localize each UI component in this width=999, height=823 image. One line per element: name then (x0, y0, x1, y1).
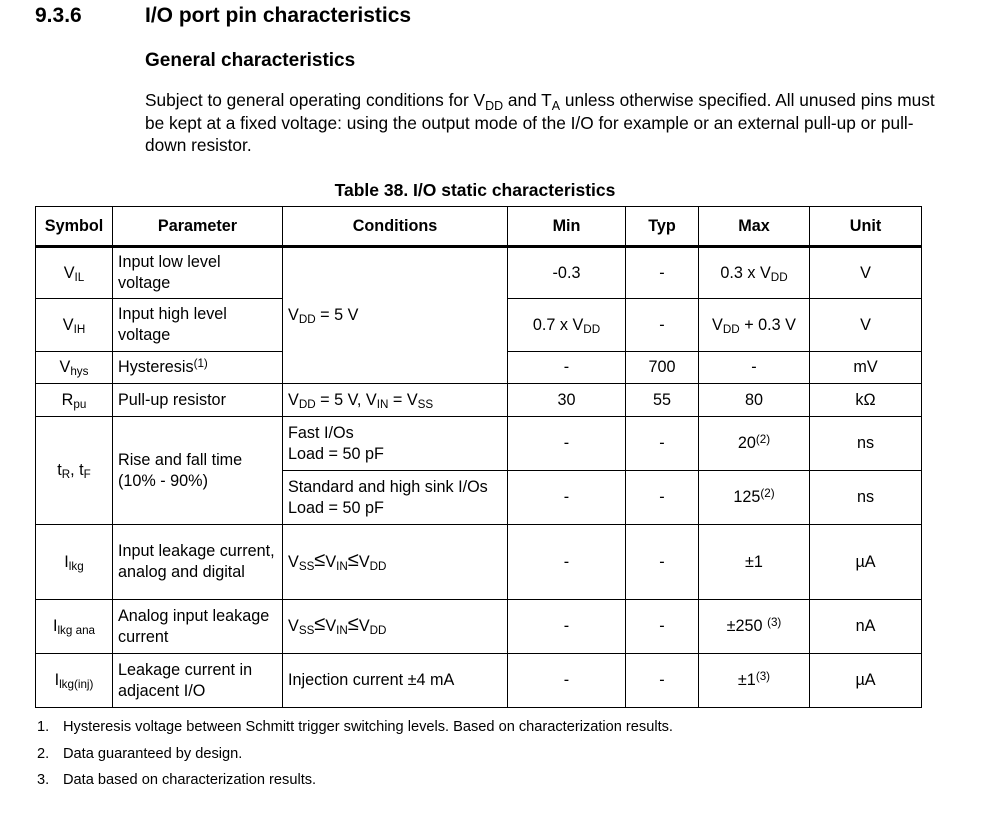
header-max: Max (699, 207, 810, 247)
typ-vil: - (626, 247, 699, 299)
typ-tr-tf-fast: - (626, 417, 699, 471)
parameter-vih: Input high level voltage (113, 299, 283, 352)
min-rpu: 30 (508, 384, 626, 417)
min-vih: 0.7 x $V_{DD}$ (508, 299, 626, 352)
section-number: 9.3.6 (35, 4, 82, 27)
footnote-2: 2. Data guaranteed by design. (37, 745, 243, 762)
table-row (36, 525, 922, 600)
footnote-1: 1. Hysteresis voltage between Schmitt trigger switching levels. Based on characterization results. (37, 719, 673, 736)
symbol-ilkg-inj: $I_{lkg(inj)}$ (36, 654, 113, 708)
table-row (36, 654, 922, 708)
parameter-ilkg: Input leakage current, analog and digital (113, 525, 283, 600)
typ-tr-tf-std: - (626, 471, 699, 525)
io-static-characteristics-table (35, 206, 922, 708)
header-symbol: Symbol (36, 207, 113, 247)
parameter-tr-tf: Rise and fall time (10% - 90%) (113, 417, 283, 525)
table-caption: Table 38. I/O static characteristics (334, 180, 616, 200)
unit-tr-tf-fast: ns (810, 417, 922, 471)
unit-ilkg: µA (810, 525, 922, 600)
conditions-fast-io: Fast I/Os Load = 50 pF (283, 417, 508, 471)
typ-rpu: 55 (626, 384, 699, 417)
footnote-3: 3. Data based on characterization results. (37, 772, 317, 789)
min-ilkg-ana: - (508, 600, 626, 654)
unit-tr-tf-std: ns (810, 471, 922, 525)
min-ilkg-inj: - (508, 654, 626, 708)
max-ilkg: ±1 (699, 525, 810, 600)
conditions-ilkg-inj: Injection current ±4 mA (283, 654, 508, 708)
symbol-rpu: $R_{pu}$ (36, 384, 113, 417)
section-title: I/O port pin characteristics (145, 4, 412, 27)
unit-vil: V (810, 247, 922, 299)
symbol-vhys: $V_{hys}$ (36, 352, 113, 384)
max-vhys: - (699, 352, 810, 384)
typ-ilkg-inj: - (626, 654, 699, 708)
unit-ilkg-inj: µA (810, 654, 922, 708)
max-ilkg-inj: $\pm 1^{(3)}$ (699, 654, 810, 708)
header-parameter: Parameter (113, 207, 283, 247)
table-row (36, 247, 922, 299)
intro-paragraph: Subject to general operating conditions for $V_{DD}$ and $T_A$ unless otherwise specified. All unused pins must be kept at a fixed voltage: using the output mode of the I/O for example or an external pull-up or pull-down resistor. (145, 90, 935, 155)
parameter-ilkg-inj: Leakage current in adjacent I/O (113, 654, 283, 708)
symbol-ilkg-ana: $I_{lkg ana}$ (36, 600, 113, 654)
header-typ: Typ (626, 207, 699, 247)
unit-vhys: mV (810, 352, 922, 384)
min-ilkg: - (508, 525, 626, 600)
footnotes (37, 714, 673, 794)
unit-rpu: kΩ (810, 384, 922, 417)
parameter-rpu: Pull-up resistor (113, 384, 283, 417)
table-header-row (36, 207, 922, 247)
max-tr-tf-std: 125$^{(2)}$ (699, 471, 810, 525)
header-unit: Unit (810, 207, 922, 247)
symbol-ilkg: $I_{lkg}$ (36, 525, 113, 600)
table-row (36, 417, 922, 471)
conditions-rpu: $V_{DD} = 5$ V, $V_{IN} = V_{SS}$ (283, 384, 508, 417)
header-min: Min (508, 207, 626, 247)
max-vih: $V_{DD} + 0.3$ V (699, 299, 810, 352)
parameter-vhys: Hysteresis$^{(1)}$ (113, 352, 283, 384)
symbol-vil: $V_{IL}$ (36, 247, 113, 299)
min-vhys: - (508, 352, 626, 384)
conditions-ilkg: $V_{SS}\le V_{IN}\le V_{DD}$ (283, 525, 508, 600)
conditions-ilkg-ana: $V_{SS}\le V_{IN}\le V_{DD}$ (283, 600, 508, 654)
unit-vih: V (810, 299, 922, 352)
typ-vhys: 700 (626, 352, 699, 384)
min-vil: -0.3 (508, 247, 626, 299)
typ-ilkg: - (626, 525, 699, 600)
min-tr-tf-std: - (508, 471, 626, 525)
parameter-vil: Input low level voltage (113, 247, 283, 299)
symbol-tr-tf: $t_R$, $t_F$ (36, 417, 113, 525)
conditions-standard-io: Standard and high sink I/Os Load = 50 pF (283, 471, 508, 525)
max-vil: 0.3 x $V_{DD}$ (699, 247, 810, 299)
max-tr-tf-fast: 20$^{(2)}$ (699, 417, 810, 471)
min-tr-tf-fast: - (508, 417, 626, 471)
table-row (36, 600, 922, 654)
parameter-ilkg-ana: Analog input leakage current (113, 600, 283, 654)
conditions-vdd-5v: $V_{DD} = 5$ V (283, 247, 508, 384)
table-row (36, 384, 922, 417)
symbol-vih: $V_{IH}$ (36, 299, 113, 352)
unit-ilkg-ana: nA (810, 600, 922, 654)
subsection-title: General characteristics (145, 50, 356, 71)
typ-vih: - (626, 299, 699, 352)
header-conditions: Conditions (283, 207, 508, 247)
max-rpu: 80 (699, 384, 810, 417)
typ-ilkg-ana: - (626, 600, 699, 654)
max-ilkg-ana: ±250 $^{(3)}$ (699, 600, 810, 654)
